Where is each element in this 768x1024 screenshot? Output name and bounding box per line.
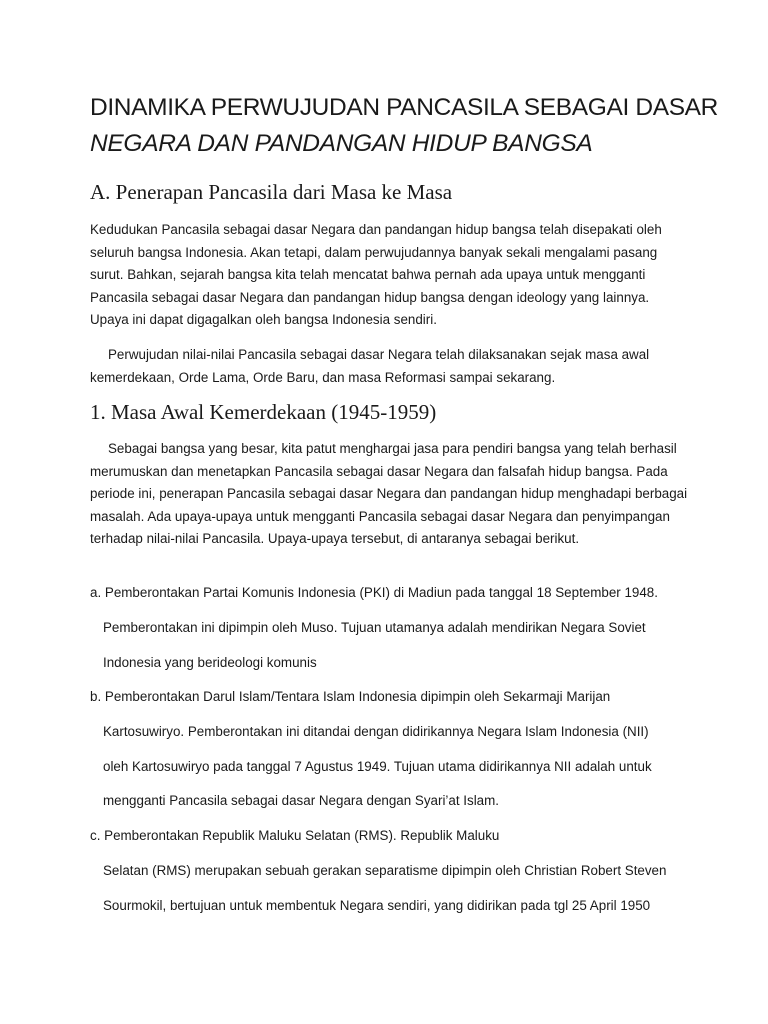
- item-a-line-2: Pemberontakan ini dipimpin oleh Muso. Tujuan utamanya adalah mendirikan Negara Soviet: [103, 620, 646, 635]
- item-c-line-3: Sourmokil, bertujuan untuk membentuk Negara sendiri, yang didirikan pada tgl 25 April 1950: [103, 898, 651, 913]
- item-b-line-4: mengganti Pancasila sebagai dasar Negara dengan Syari’at Islam.: [103, 793, 500, 808]
- section-a-heading: A. Penerapan Pancasila dari Masa ke Masa: [90, 180, 453, 204]
- item-a-line-1: a. Pemberontakan Partai Komunis Indonesia (PKI) di Madiun pada tanggal 18 September 1948.: [90, 585, 658, 600]
- item-b-line-1: b. Pemberontakan Darul Islam/Tentara Islam Indonesia dipimpin oleh Sekarmaji Marijan: [90, 689, 611, 704]
- item-b-line-3: oleh Kartosuwiryo pada tanggal 7 Agustus 1949. Tujuan utama didirikannya NII adalah untuk: [103, 759, 652, 774]
- item-a-line-3: Indonesia yang berideologi komunis: [103, 655, 317, 670]
- item-b-line-2: Kartosuwiryo. Pemberontakan ini ditandai dengan didirikannya Negara Islam Indonesia (NII): [103, 724, 649, 739]
- paragraph-3: Sebagai bangsa yang besar, kita patut menghargai jasa para pendiri bangsa yang telah berhasil merumuskan dan menetapkan Pancasila sebagai dasar Negara dan falsafah hidup bangsa. Pada periode ini, penerapan Pancasila sebagai dasar Negara dan pandangan hidup menghadapi berbagai masalah. Ada upaya-upaya untuk mengganti Pancasila sebagai dasar Negara dan penyimpangan terhadap nilai-nilai Pancasila. Upaya-upaya tersebut, di antaranya sebagai berikut.: [90, 441, 688, 547]
- item-c-line-2: Selatan (RMS) merupakan sebuah gerakan separatisme dipimpin oleh Christian Robert Steven: [103, 863, 667, 878]
- document-title-line-2: NEGARA DAN PANDANGAN HIDUP BANGSA: [90, 130, 593, 157]
- item-c-line-1: c. Pemberontakan Republik Maluku Selatan (RMS). Republik Maluku: [90, 828, 500, 843]
- paragraph-1: Kedudukan Pancasila sebagai dasar Negara dan pandangan hidup bangsa telah disepakati oleh seluruh bangsa Indonesia. Akan tetapi, dalam perwujudannya banyak sekali mengalami pasang surut. Bahkan, sejarah bangsa kita telah mencatat bahwa pernah ada upaya untuk mengganti Pancasila sebagai dasar Negara dan pandangan hidup bangsa dengan ideology yang lainnya. Upaya ini dapat digagalkan oleh bangsa Indonesia sendiri.: [90, 222, 662, 328]
- paragraph-2: Perwujudan nilai-nilai Pancasila sebagai dasar Negara telah dilaksanakan sejak masa awal kemerdekaan, Orde Lama, Orde Baru, dan masa Reformasi sampai sekarang.: [90, 347, 650, 385]
- document-title-line-1: DINAMIKA PERWUJUDAN PANCASILA SEBAGAI DASAR: [90, 94, 719, 121]
- subsection-1-heading: 1. Masa Awal Kemerdekaan (1945-1959): [90, 400, 437, 424]
